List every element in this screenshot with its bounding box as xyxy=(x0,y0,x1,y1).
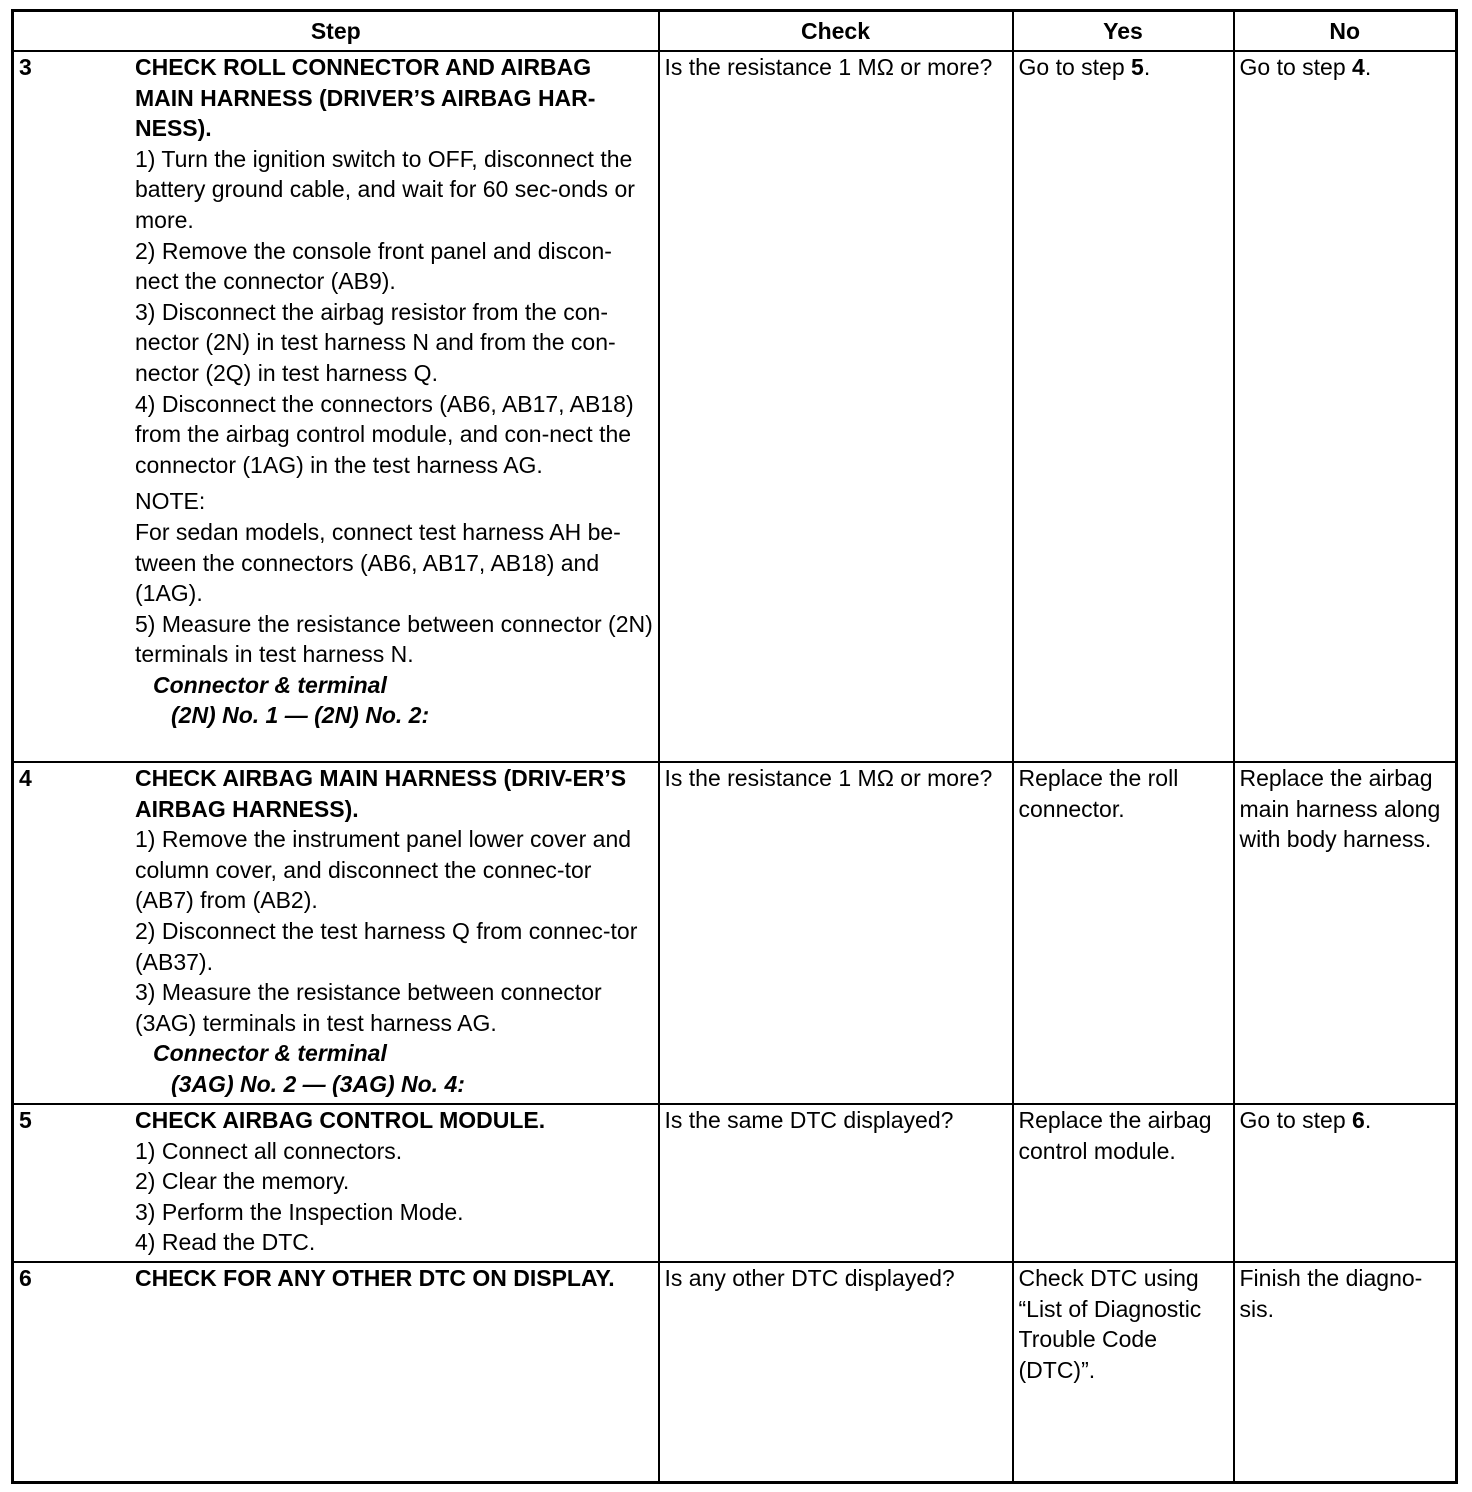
no-step-ref: 6 xyxy=(1352,1107,1365,1133)
no-cell xyxy=(1234,1104,1457,1262)
no-cell: Replace the airbag main harness along with body harness. xyxy=(1234,762,1457,1104)
yes-cell: Check DTC using “List of Diagnostic Trouble Code (DTC)”. xyxy=(1013,1262,1234,1482)
step-instruction: 2) Disconnect the test harness Q from connec-tor (AB37). xyxy=(135,917,638,975)
table-row xyxy=(13,51,1457,762)
step-number: 4 xyxy=(19,765,32,791)
yes-step-ref: 5 xyxy=(1131,54,1144,80)
connector-label: Connector & terminal xyxy=(153,671,387,698)
step-instruction: 1) Connect all connectors. xyxy=(135,1137,403,1164)
connector-value: (3AG) No. 2 — (3AG) No. 4: xyxy=(171,1070,465,1097)
step-cell xyxy=(13,762,659,1104)
step-instruction: 3) Perform the Inspection Mode. xyxy=(135,1198,464,1225)
yes-cell: Replace the airbag control module. xyxy=(1013,1104,1234,1262)
no-prefix: Go to step xyxy=(1239,54,1353,80)
note-text: For sedan models, connect test harness AH be-tween the connectors (AB6, AB17, AB18) and (1AG). xyxy=(135,518,621,607)
no-suffix: . xyxy=(1364,54,1372,80)
no-prefix: Go to step xyxy=(1239,1107,1353,1133)
table-row xyxy=(13,762,1457,1104)
step-instruction: 5) Measure the resistance between connector (2N) terminals in test harness N. xyxy=(135,610,653,668)
step-instruction: 1) Remove the instrument panel lower cover and column cover, and disconnect the connec-tor (AB7) from (AB2). xyxy=(135,826,632,914)
table-row xyxy=(13,1262,1457,1482)
header-yes: Yes xyxy=(1013,11,1234,52)
yes-cell: Replace the roll connector. xyxy=(1013,762,1234,1104)
connector-label: Connector & terminal xyxy=(153,1040,387,1067)
yes-prefix: Go to step xyxy=(1018,54,1132,80)
yes-cell xyxy=(1013,51,1234,762)
step-number: 3 xyxy=(19,54,32,80)
check-cell: Is the resistance 1 MΩ or more? xyxy=(659,762,1013,1104)
step-heading: CHECK AIRBAG CONTROL MODULE. xyxy=(135,1107,546,1133)
yes-suffix: . xyxy=(1143,54,1151,80)
step-instruction: 3) Measure the resistance between connector (3AG) terminals in test harness AG. xyxy=(135,979,602,1036)
connector-value: (2N) No. 1 — (2N) No. 2: xyxy=(171,702,430,729)
check-cell: Is any other DTC displayed? xyxy=(659,1262,1013,1482)
step-cell xyxy=(13,51,659,762)
header-step: Step xyxy=(13,11,659,52)
step-heading: CHECK ROLL CONNECTOR AND AIRBAG MAIN HARNESS (DRIVER’S AIRBAG HAR-NESS). xyxy=(135,54,596,142)
step-heading: CHECK AIRBAG MAIN HARNESS (DRIV-ER’S AIRBAG HARNESS). xyxy=(135,765,627,822)
diagnostic-table xyxy=(11,9,1458,1484)
no-cell: Finish the diagno-sis. xyxy=(1234,1262,1457,1482)
table-row xyxy=(13,1104,1457,1262)
header-no: No xyxy=(1234,11,1457,52)
no-suffix: . xyxy=(1364,1107,1372,1133)
no-step-ref: 4 xyxy=(1352,54,1365,80)
header-row xyxy=(13,11,1457,52)
step-number: 5 xyxy=(19,1107,32,1133)
header-check: Check xyxy=(659,11,1013,52)
check-cell: Is the resistance 1 MΩ or more? xyxy=(659,51,1013,762)
step-instruction: 2) Remove the console front panel and discon-nect the connector (AB9). xyxy=(135,237,612,295)
note-label: NOTE: xyxy=(135,488,206,515)
step-number: 6 xyxy=(19,1265,32,1291)
step-cell xyxy=(13,1262,659,1482)
step-instruction: 1) Turn the ignition switch to OFF, disconnect the battery ground cable, and wait for 60 sec-onds or more. xyxy=(135,145,635,233)
step-heading: CHECK FOR ANY OTHER DTC ON DISPLAY. xyxy=(135,1265,615,1291)
step-instruction: 2) Clear the memory. xyxy=(135,1168,350,1195)
step-instruction: 4) Read the DTC. xyxy=(135,1229,316,1256)
no-cell xyxy=(1234,51,1457,762)
step-instruction: 3) Disconnect the airbag resistor from the con-nector (2N) in test harness N and from the con-nector (2Q) in test harness Q. xyxy=(135,298,616,386)
step-cell xyxy=(13,1104,659,1262)
check-cell: Is the same DTC displayed? xyxy=(659,1104,1013,1262)
step-instruction: 4) Disconnect the connectors (AB6, AB17, AB18) from the airbag control module, and con-nect the connector (1AG) in the test harness AG. xyxy=(135,390,634,478)
